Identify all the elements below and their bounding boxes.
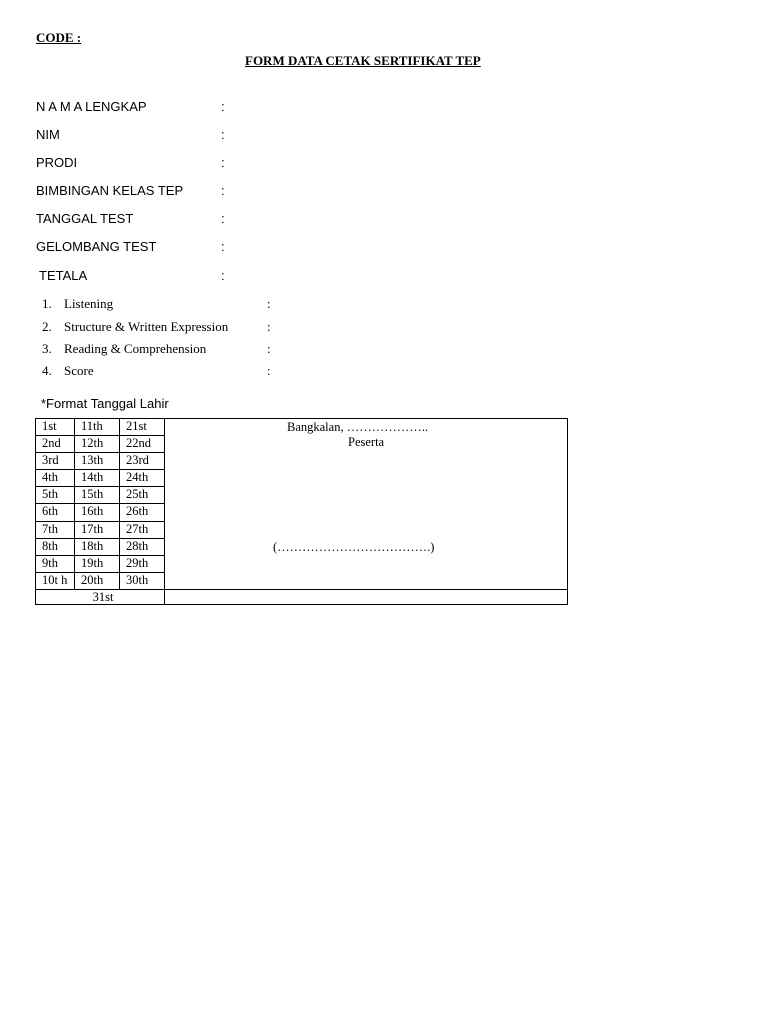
table-cell: 1st [36, 419, 75, 436]
score-colon: : [267, 341, 271, 356]
signature-place-date: Bangkalan, ……………….. [287, 420, 428, 434]
field-colon: : [221, 268, 225, 283]
table-cell: 15th [75, 487, 120, 504]
score-label-listening: Listening [64, 296, 114, 311]
table-cell: 22nd [120, 436, 165, 453]
table-cell: 24th [120, 470, 165, 487]
signature-role: Peserta [348, 435, 385, 449]
score-colon: : [267, 363, 271, 378]
table-cell: 14th [75, 470, 120, 487]
score-number: 3. [42, 341, 52, 356]
table-cell: 8th [36, 538, 75, 555]
table-cell: 5th [36, 487, 75, 504]
field-label-nim: NIM [36, 127, 60, 142]
table-cell: 16th [75, 504, 120, 521]
field-colon: : [221, 239, 225, 254]
field-colon: : [221, 211, 225, 226]
field-label-prodi: PRODI [36, 155, 78, 170]
score-number: 2. [42, 319, 52, 334]
field-label-nama: N A M A LENGKAP [36, 99, 147, 114]
table-cell: 20th [75, 572, 120, 589]
table-cell: 25th [120, 487, 165, 504]
code-label: CODE : [36, 30, 82, 45]
table-cell: 9th [36, 555, 75, 572]
form-title: FORM DATA CETAK SERTIFIKAT TEP [245, 53, 481, 68]
table-cell-empty [165, 590, 568, 605]
table-cell: 6th [36, 504, 75, 521]
field-label-bimbingan: BIMBINGAN KELAS TEP [36, 183, 184, 198]
score-label-structure: Structure & Written Expression [64, 319, 229, 334]
score-label-score: Score [64, 363, 94, 378]
table-cell: 30th [120, 572, 165, 589]
signature-name-line: (……………………………….) [273, 540, 435, 554]
table-cell: 21st [120, 419, 165, 436]
field-colon: : [221, 183, 225, 198]
signature-box [165, 419, 568, 590]
date-format-heading: *Format Tanggal Lahir [41, 396, 169, 411]
table-row [36, 419, 568, 436]
score-colon: : [267, 296, 271, 311]
table-cell: 4th [36, 470, 75, 487]
field-label-tanggal-test: TANGGAL TEST [36, 211, 134, 226]
table-cell: 7th [36, 521, 75, 538]
field-colon: : [221, 99, 225, 114]
field-colon: : [221, 127, 225, 142]
table-cell-31st: 31st [36, 590, 165, 605]
field-label-tetala: TETALA [39, 268, 88, 283]
table-cell: 3rd [36, 453, 75, 470]
score-colon: : [267, 319, 271, 334]
table-cell: 2nd [36, 436, 75, 453]
date-format-table [35, 418, 568, 605]
table-cell: 29th [120, 555, 165, 572]
table-cell: 11th [75, 419, 120, 436]
score-label-reading: Reading & Comprehension [64, 341, 207, 356]
table-cell: 12th [75, 436, 120, 453]
table-cell: 26th [120, 504, 165, 521]
table-cell: 10t h [36, 572, 75, 589]
table-cell: 17th [75, 521, 120, 538]
score-number: 1. [42, 296, 52, 311]
table-cell: 18th [75, 538, 120, 555]
field-label-gelombang-test: GELOMBANG TEST [36, 239, 157, 254]
table-cell: 19th [75, 555, 120, 572]
field-colon: : [221, 155, 225, 170]
score-number: 4. [42, 363, 52, 378]
table-cell: 27th [120, 521, 165, 538]
table-row [36, 590, 568, 605]
table-cell: 28th [120, 538, 165, 555]
table-cell: 13th [75, 453, 120, 470]
table-cell: 23rd [120, 453, 165, 470]
